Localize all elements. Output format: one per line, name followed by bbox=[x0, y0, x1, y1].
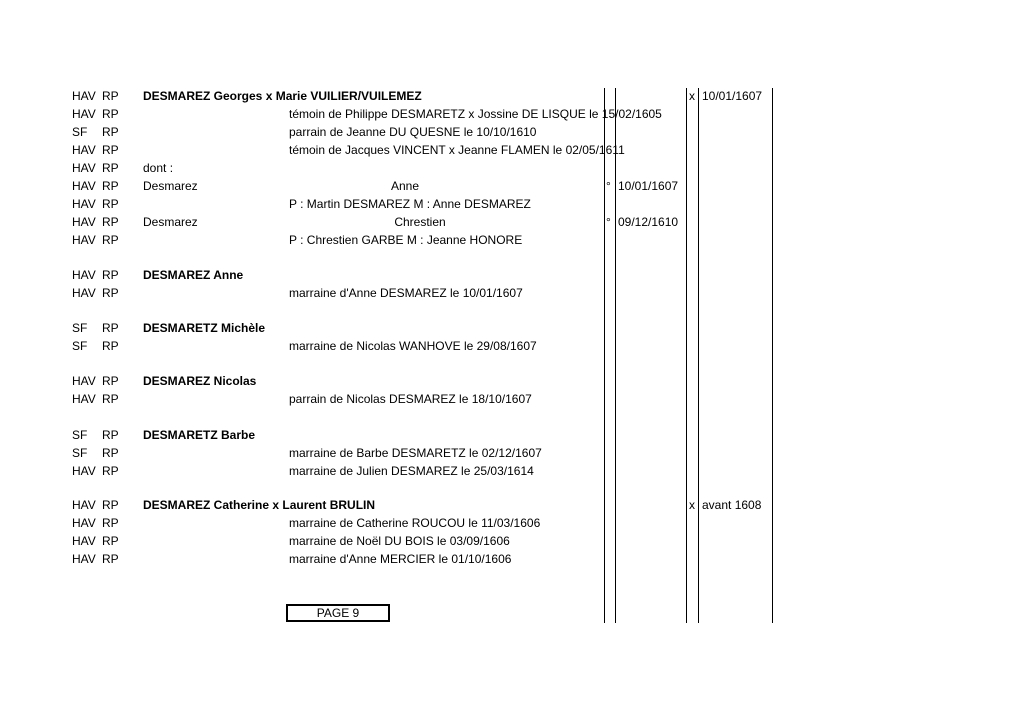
row-parish-code: HAV bbox=[72, 143, 96, 157]
person-name: DESMARETZ Michèle bbox=[143, 321, 266, 335]
event-description: P : Martin DESMAREZ M : Anne DESMAREZ bbox=[289, 197, 531, 211]
row-register-code: RP bbox=[102, 552, 119, 566]
row-parish-code: SF bbox=[72, 321, 88, 335]
column-divider bbox=[698, 88, 699, 623]
child-firstname: Chrestien bbox=[394, 215, 446, 229]
row-parish-code: SF bbox=[72, 428, 88, 442]
row-register-code: RP bbox=[102, 374, 119, 388]
row-parish-code: HAV bbox=[72, 374, 96, 388]
row-register-code: RP bbox=[102, 125, 119, 139]
row-parish-code: HAV bbox=[72, 392, 96, 406]
event-description: marraine de Catherine ROUCOU le 11/03/1606 bbox=[289, 516, 541, 530]
row-register-code: RP bbox=[102, 498, 119, 512]
row-parish-code: HAV bbox=[72, 498, 96, 512]
row-parish-code: HAV bbox=[72, 107, 96, 121]
row-parish-code: HAV bbox=[72, 552, 96, 566]
row-parish-code: HAV bbox=[72, 197, 96, 211]
row-parish-code: HAV bbox=[72, 179, 96, 193]
marriage-symbol: x bbox=[689, 89, 695, 103]
birth-symbol: ° bbox=[606, 215, 611, 229]
column-divider bbox=[615, 88, 616, 623]
row-parish-code: HAV bbox=[72, 268, 96, 282]
row-register-code: RP bbox=[102, 143, 119, 157]
row-parish-code: HAV bbox=[72, 233, 96, 247]
event-description: marraine de Noël DU BOIS le 03/09/1606 bbox=[289, 534, 510, 548]
person-name: DESMAREZ Nicolas bbox=[143, 374, 257, 388]
marriage-date: avant 1608 bbox=[702, 498, 762, 512]
person-name: DESMAREZ Catherine x Laurent BRULIN bbox=[143, 498, 376, 512]
marriage-date: 10/01/1607 bbox=[702, 89, 763, 103]
event-description: parrain de Jeanne DU QUESNE le 10/10/1610 bbox=[289, 125, 537, 139]
event-description: témoin de Jacques VINCENT x Jeanne FLAMEN le 02/05/1611 bbox=[289, 143, 625, 157]
row-parish-code: HAV bbox=[72, 215, 96, 229]
event-description: marraine de Barbe DESMARETZ le 02/12/1607 bbox=[289, 446, 542, 460]
row-name: dont : bbox=[143, 161, 174, 175]
row-name: Desmarez bbox=[143, 215, 198, 229]
person-name: DESMARETZ Barbe bbox=[143, 428, 256, 442]
person-name: DESMAREZ Georges x Marie VUILIER/VUILEMEZ bbox=[143, 89, 422, 103]
row-register-code: RP bbox=[102, 339, 119, 353]
column-divider bbox=[772, 88, 773, 623]
row-parish-code: HAV bbox=[72, 161, 96, 175]
event-description: parrain de Nicolas DESMAREZ le 18/10/1607 bbox=[289, 392, 532, 406]
event-description: P : Chrestien GARBE M : Jeanne HONORE bbox=[289, 233, 523, 247]
page-number-label: PAGE 9 bbox=[316, 606, 360, 620]
row-parish-code: HAV bbox=[72, 464, 96, 478]
event-description: marraine d'Anne MERCIER le 01/10/1606 bbox=[289, 552, 512, 566]
row-name: Desmarez bbox=[143, 179, 198, 193]
row-register-code: RP bbox=[102, 233, 119, 247]
event-description: marraine de Nicolas WANHOVE le 29/08/1607 bbox=[289, 339, 537, 353]
row-register-code: RP bbox=[102, 516, 119, 530]
row-register-code: RP bbox=[102, 107, 119, 121]
row-parish-code: SF bbox=[72, 446, 88, 460]
row-parish-code: HAV bbox=[72, 286, 96, 300]
row-register-code: RP bbox=[102, 464, 119, 478]
row-register-code: RP bbox=[102, 392, 119, 406]
row-parish-code: HAV bbox=[72, 516, 96, 530]
column-divider bbox=[686, 88, 687, 623]
row-register-code: RP bbox=[102, 286, 119, 300]
row-register-code: RP bbox=[102, 321, 119, 335]
row-register-code: RP bbox=[102, 534, 119, 548]
row-register-code: RP bbox=[102, 215, 119, 229]
row-register-code: RP bbox=[102, 428, 119, 442]
birth-date: 09/12/1610 bbox=[618, 215, 679, 229]
row-parish-code: SF bbox=[72, 125, 88, 139]
row-register-code: RP bbox=[102, 446, 119, 460]
row-register-code: RP bbox=[102, 89, 119, 103]
row-register-code: RP bbox=[102, 161, 119, 175]
row-parish-code: SF bbox=[72, 339, 88, 353]
row-register-code: RP bbox=[102, 197, 119, 211]
column-divider bbox=[604, 88, 605, 623]
event-description: marraine de Julien DESMAREZ le 25/03/1614 bbox=[289, 464, 534, 478]
row-parish-code: HAV bbox=[72, 89, 96, 103]
row-register-code: RP bbox=[102, 179, 119, 193]
page-number-box bbox=[286, 604, 390, 622]
birth-symbol: ° bbox=[606, 179, 611, 193]
event-description: témoin de Philippe DESMARETZ x Jossine DE LISQUE le 15/02/1605 bbox=[289, 107, 662, 121]
row-register-code: RP bbox=[102, 268, 119, 282]
child-firstname: Anne bbox=[390, 179, 420, 193]
event-description: marraine d'Anne DESMAREZ le 10/01/1607 bbox=[289, 286, 523, 300]
person-name: DESMAREZ Anne bbox=[143, 268, 244, 282]
birth-date: 10/01/1607 bbox=[618, 179, 679, 193]
marriage-symbol: x bbox=[689, 498, 695, 512]
row-parish-code: HAV bbox=[72, 534, 96, 548]
